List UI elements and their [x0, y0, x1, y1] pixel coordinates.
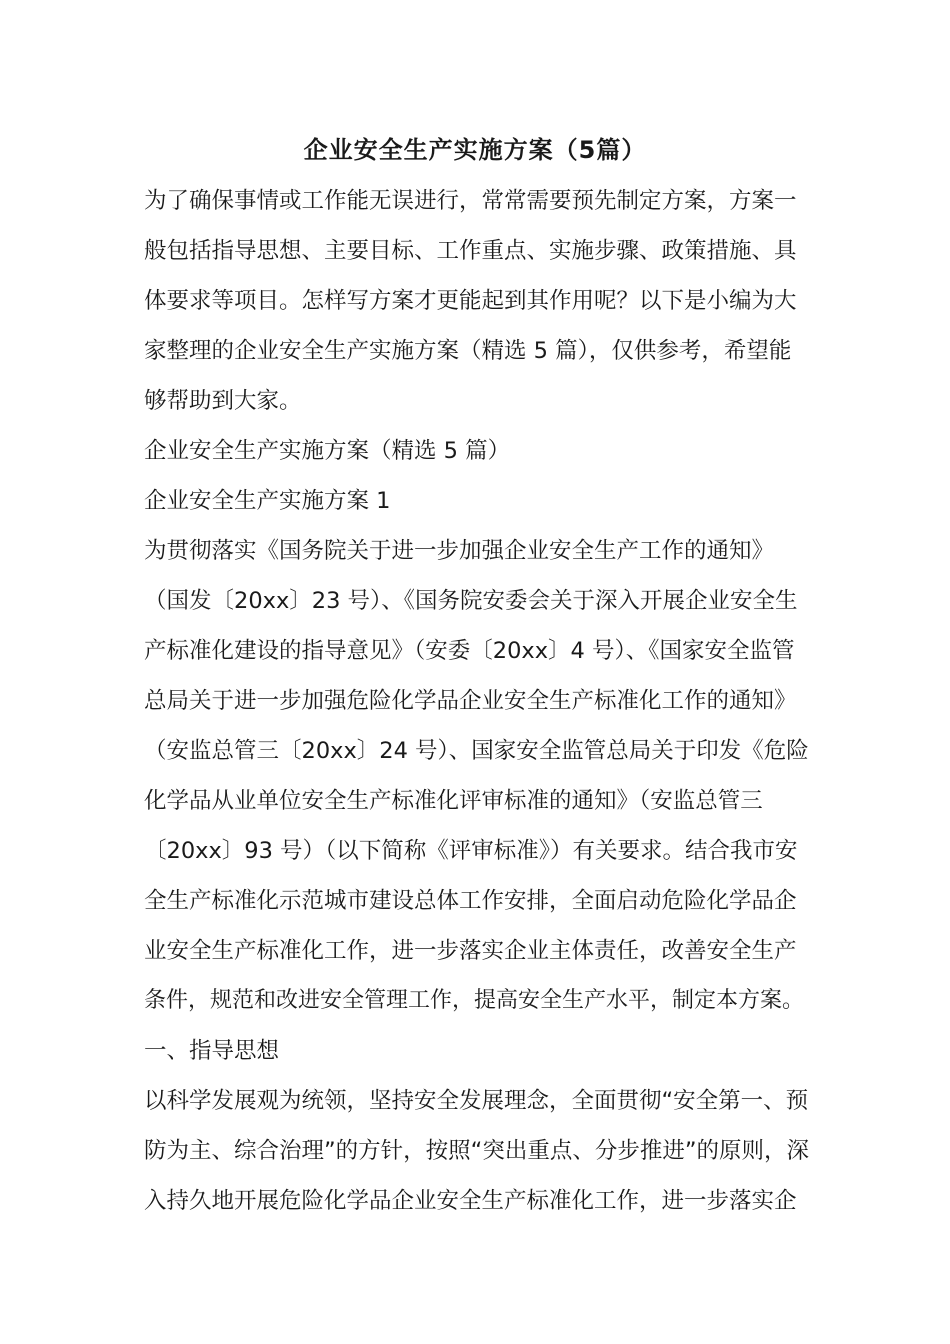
section-heading: 企业安全生产实施方案（精选 5 篇）	[144, 438, 511, 464]
paragraph-line: 般包括指导思想、主要目标、工作重点、实施步骤、政策措施、具	[144, 238, 797, 264]
paragraph-line: 条件，规范和改进安全管理工作，提高安全生产水平，制定本方案。	[144, 988, 805, 1013]
section-heading: 企业安全生产实施方案 1	[144, 488, 391, 514]
section-heading: 一、指导思想	[144, 1038, 280, 1064]
paragraph-line: 够帮助到大家。	[144, 388, 302, 414]
paragraph-line: 〔20xx〕93 号）（以下简称《评审标准》）有关要求。结合我市安	[144, 838, 798, 864]
paragraph-line: 防为主、综合治理”的方针，按照“突出重点、分步推进”的原则，深	[144, 1138, 809, 1164]
paragraph-line: 产标准化建设的指导意见》（安委〔20xx〕4 号）、《国家安全监管	[144, 638, 795, 664]
paragraph-line: （安监总管三〔20xx〕24 号）、国家安全监管总局关于印发《危险	[144, 738, 809, 764]
paragraph-line: 总局关于进一步加强危险化学品企业安全生产标准化工作的通知》	[144, 688, 797, 714]
paragraph-line: 全生产标准化示范城市建设总体工作安排，全面启动危险化学品企	[144, 888, 797, 914]
paragraph-line: 业安全生产标准化工作，进一步落实企业主体责任，改善安全生产	[144, 938, 797, 964]
paragraph-line: 以科学发展观为统领，坚持安全发展理念，全面贯彻“安全第一、预	[144, 1088, 809, 1114]
paragraph-line: （国发〔20xx〕23 号）、《国务院安委会关于深入开展企业安全生	[144, 588, 798, 614]
paragraph-line: 体要求等项目。怎样写方案才更能起到其作用呢？以下是小编为大	[144, 288, 797, 314]
paragraph-line: 为贯彻落实《国务院关于进一步加强企业安全生产工作的通知》	[144, 538, 775, 564]
paragraph-line: 入持久地开展危险化学品企业安全生产标准化工作，进一步落实企	[144, 1188, 797, 1214]
paragraph-line: 化学品从业单位安全生产标准化评审标准的通知》（安监总管三	[144, 788, 763, 814]
document-title: 企业安全生产实施方案（5篇）	[303, 136, 647, 164]
paragraph-line: 为了确保事情或工作能无误进行，常常需要预先制定方案，方案一	[144, 188, 797, 214]
paragraph-line: 家整理的企业安全生产实施方案（精选 5 篇），仅供参考，希望能	[144, 338, 792, 364]
